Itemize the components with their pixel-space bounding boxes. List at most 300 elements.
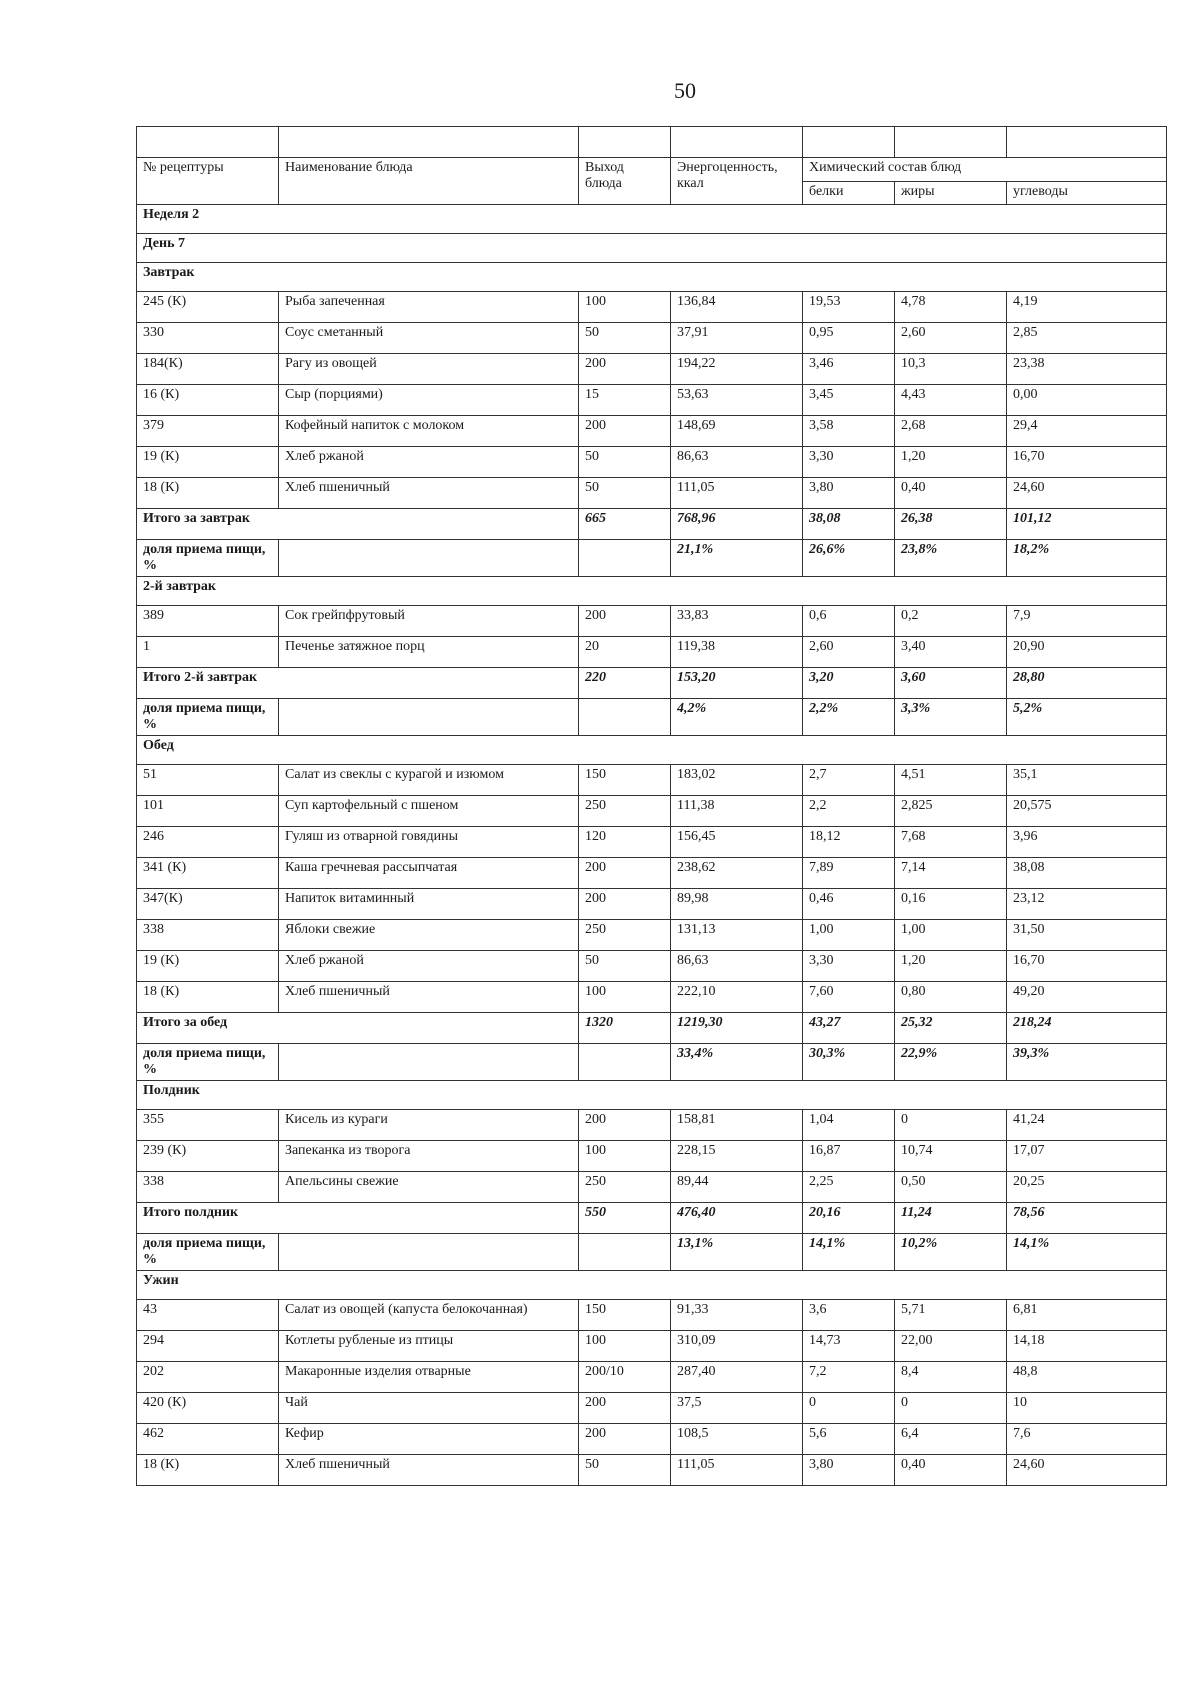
dish-name-cell: Соус сметанный [279,323,579,354]
proteins-cell: 0,46 [803,889,895,920]
fats-cell: 25,32 [895,1013,1007,1044]
meal-share-label: доля приема пищи, % [137,540,279,577]
carbs-cell: 48,8 [1007,1362,1167,1393]
header-recipe: № рецептуры [137,158,279,205]
energy-cell: 89,98 [671,889,803,920]
dish-name-cell: Рагу из овощей [279,354,579,385]
energy-cell: 91,33 [671,1300,803,1331]
proteins-cell: 16,87 [803,1141,895,1172]
recipe-number-cell: 239 (К) [137,1141,279,1172]
dish-name-cell: Напиток витаминный [279,889,579,920]
carbs-cell: 0,00 [1007,385,1167,416]
output-cell: 200 [579,1110,671,1141]
carbs-cell: 78,56 [1007,1203,1167,1234]
menu-table-body [137,127,1167,1486]
dish-name-cell: Кисель из кураги [279,1110,579,1141]
header-proteins: белки [803,181,895,205]
table-row [137,1455,1167,1486]
proteins-cell: 7,89 [803,858,895,889]
carbs-cell: 20,90 [1007,637,1167,668]
dish-name-cell: Каша гречневая рассыпчатая [279,858,579,889]
output-cell: 50 [579,951,671,982]
recipe-number-cell: 184(К) [137,354,279,385]
dish-name-cell: Макаронные изделия отварные [279,1362,579,1393]
fats-cell: 8,4 [895,1362,1007,1393]
energy-cell: 37,91 [671,323,803,354]
proteins-cell: 7,2 [803,1362,895,1393]
fats-cell: 0,50 [895,1172,1007,1203]
meal-share-row [137,699,1167,736]
cell [279,127,579,158]
meal-share-row [137,540,1167,577]
meal-share-row [137,1234,1167,1271]
proteins-cell: 18,12 [803,827,895,858]
energy-cell: 476,40 [671,1203,803,1234]
proteins-cell: 3,30 [803,447,895,478]
carbs-cell: 14,18 [1007,1331,1167,1362]
proteins-cell: 43,27 [803,1013,895,1044]
meal-total-row [137,668,1167,699]
carbs-cell: 101,12 [1007,509,1167,540]
dish-name-cell: Хлеб ржаной [279,951,579,982]
proteins-cell: 3,20 [803,668,895,699]
proteins-cell: 3,45 [803,385,895,416]
meal-section-title: Ужин [137,1271,1167,1300]
recipe-number-cell: 462 [137,1424,279,1455]
fats-cell: 1,20 [895,951,1007,982]
meal-section-title: Полдник [137,1081,1167,1110]
energy-cell: 53,63 [671,385,803,416]
output-cell: 200 [579,1424,671,1455]
table-row [137,1172,1167,1203]
proteins-cell: 26,6% [803,540,895,577]
fats-cell: 23,8% [895,540,1007,577]
meal-total-row [137,1013,1167,1044]
recipe-number-cell: 338 [137,1172,279,1203]
header-dish: Наименование блюда [279,158,579,205]
proteins-cell: 0 [803,1393,895,1424]
recipe-number-cell: 330 [137,323,279,354]
carbs-cell: 28,80 [1007,668,1167,699]
carbs-cell: 20,25 [1007,1172,1167,1203]
output-cell: 200 [579,354,671,385]
carbs-cell: 39,3% [1007,1044,1167,1081]
empty-cell [279,1044,579,1081]
carbs-cell: 7,6 [1007,1424,1167,1455]
proteins-cell: 1,00 [803,920,895,951]
output-cell: 50 [579,447,671,478]
output-cell: 250 [579,1172,671,1203]
empty-cell [579,699,671,736]
energy-cell: 768,96 [671,509,803,540]
fats-cell: 1,20 [895,447,1007,478]
meal-section-title: 2-й завтрак [137,577,1167,606]
meal-share-label: доля приема пищи, % [137,1044,279,1081]
fats-cell: 7,14 [895,858,1007,889]
carbs-cell: 2,85 [1007,323,1167,354]
dish-name-cell: Чай [279,1393,579,1424]
fats-cell: 22,00 [895,1331,1007,1362]
empty-cell [579,1234,671,1271]
table-row [137,292,1167,323]
dish-name-cell: Суп картофельный с пшеном [279,796,579,827]
output-cell: 200/10 [579,1362,671,1393]
dish-name-cell: Салат из овощей (капуста белокочанная) [279,1300,579,1331]
dish-name-cell: Запеканка из творога [279,1141,579,1172]
carbs-cell: 20,575 [1007,796,1167,827]
energy-cell: 86,63 [671,447,803,478]
cell [137,127,279,158]
recipe-number-cell: 18 (К) [137,1455,279,1486]
menu-table [136,126,1167,1486]
table-row [137,858,1167,889]
output-cell: 100 [579,982,671,1013]
meal-section-title: Обед [137,736,1167,765]
recipe-number-cell: 202 [137,1362,279,1393]
dish-name-cell: Кофейный напиток с молоком [279,416,579,447]
carbs-cell: 29,4 [1007,416,1167,447]
table-row [137,951,1167,982]
page-number: 50 [674,78,696,103]
proteins-cell: 2,60 [803,637,895,668]
output-cell: 665 [579,509,671,540]
recipe-number-cell: 420 (К) [137,1393,279,1424]
header-output: Выход блюда [579,158,671,205]
energy-cell: 238,62 [671,858,803,889]
proteins-cell: 14,73 [803,1331,895,1362]
carbs-cell: 218,24 [1007,1013,1167,1044]
week-label: Неделя 2 [137,205,1167,234]
carbs-cell: 41,24 [1007,1110,1167,1141]
fats-cell: 3,40 [895,637,1007,668]
energy-cell: 1219,30 [671,1013,803,1044]
recipe-number-cell: 51 [137,765,279,796]
energy-cell: 183,02 [671,765,803,796]
header-spacer-row [137,127,1167,158]
recipe-number-cell: 338 [137,920,279,951]
fats-cell: 2,68 [895,416,1007,447]
meal-total-row [137,509,1167,540]
proteins-cell: 19,53 [803,292,895,323]
energy-cell: 13,1% [671,1234,803,1271]
dish-name-cell: Хлеб пшеничный [279,1455,579,1486]
recipe-number-cell: 19 (К) [137,447,279,478]
energy-cell: 21,1% [671,540,803,577]
carbs-cell: 4,19 [1007,292,1167,323]
carbs-cell: 14,1% [1007,1234,1167,1271]
dish-name-cell: Сок грейпфрутовый [279,606,579,637]
cell [803,127,895,158]
fats-cell: 4,78 [895,292,1007,323]
proteins-cell: 2,25 [803,1172,895,1203]
meal-section-row [137,1081,1167,1110]
output-cell: 100 [579,1141,671,1172]
fats-cell: 10,2% [895,1234,1007,1271]
carbs-cell: 5,2% [1007,699,1167,736]
carbs-cell: 38,08 [1007,858,1167,889]
dish-name-cell: Салат из свеклы с курагой и изюмом [279,765,579,796]
proteins-cell: 3,58 [803,416,895,447]
table-row [137,478,1167,509]
meal-share-label: доля приема пищи, % [137,699,279,736]
proteins-cell: 5,6 [803,1424,895,1455]
energy-cell: 136,84 [671,292,803,323]
empty-cell [279,540,579,577]
day-row [137,234,1167,263]
table-row [137,920,1167,951]
carbs-cell: 23,38 [1007,354,1167,385]
dish-name-cell: Апельсины свежие [279,1172,579,1203]
fats-cell: 10,74 [895,1141,1007,1172]
proteins-cell: 0,6 [803,606,895,637]
meal-section-title: Завтрак [137,263,1167,292]
recipe-number-cell: 355 [137,1110,279,1141]
proteins-cell: 3,6 [803,1300,895,1331]
recipe-number-cell: 294 [137,1331,279,1362]
fats-cell: 4,51 [895,765,1007,796]
proteins-cell: 14,1% [803,1234,895,1271]
energy-cell: 228,15 [671,1141,803,1172]
energy-cell: 222,10 [671,982,803,1013]
week-row [137,205,1167,234]
header-fats: жиры [895,181,1007,205]
table-row [137,1110,1167,1141]
energy-cell: 33,4% [671,1044,803,1081]
proteins-cell: 3,80 [803,1455,895,1486]
empty-cell [579,540,671,577]
output-cell: 200 [579,858,671,889]
meal-section-row [137,736,1167,765]
output-cell: 1320 [579,1013,671,1044]
carbs-cell: 24,60 [1007,1455,1167,1486]
carbs-cell: 18,2% [1007,540,1167,577]
table-row [137,982,1167,1013]
carbs-cell: 49,20 [1007,982,1167,1013]
output-cell: 200 [579,606,671,637]
table-row [137,385,1167,416]
energy-cell: 108,5 [671,1424,803,1455]
output-cell: 100 [579,292,671,323]
dish-name-cell: Рыба запеченная [279,292,579,323]
recipe-number-cell: 1 [137,637,279,668]
proteins-cell: 3,46 [803,354,895,385]
header-chem: Химический состав блюд [803,158,1167,182]
energy-cell: 287,40 [671,1362,803,1393]
recipe-number-cell: 389 [137,606,279,637]
output-cell: 200 [579,889,671,920]
recipe-number-cell: 246 [137,827,279,858]
energy-cell: 310,09 [671,1331,803,1362]
output-cell: 250 [579,920,671,951]
fats-cell: 4,43 [895,385,1007,416]
recipe-number-cell: 18 (К) [137,478,279,509]
energy-cell: 156,45 [671,827,803,858]
energy-cell: 194,22 [671,354,803,385]
table-row [137,447,1167,478]
carbs-cell: 10 [1007,1393,1167,1424]
cell [579,127,671,158]
recipe-number-cell: 43 [137,1300,279,1331]
output-cell: 100 [579,1331,671,1362]
meal-section-row [137,263,1167,292]
dish-name-cell: Котлеты рубленые из птицы [279,1331,579,1362]
meal-total-label: Итого за обед [137,1013,579,1044]
output-cell: 200 [579,1393,671,1424]
empty-cell [579,1044,671,1081]
fats-cell: 22,9% [895,1044,1007,1081]
table-row [137,606,1167,637]
output-cell: 120 [579,827,671,858]
table-row [137,765,1167,796]
output-cell: 50 [579,478,671,509]
table-row [137,796,1167,827]
energy-cell: 89,44 [671,1172,803,1203]
recipe-number-cell: 16 (К) [137,385,279,416]
dish-name-cell: Яблоки свежие [279,920,579,951]
table-row [137,889,1167,920]
proteins-cell: 1,04 [803,1110,895,1141]
fats-cell: 0,40 [895,1455,1007,1486]
meal-total-row [137,1203,1167,1234]
output-cell: 220 [579,668,671,699]
recipe-number-cell: 101 [137,796,279,827]
recipe-number-cell: 18 (К) [137,982,279,1013]
cell [1007,127,1167,158]
table-row [137,637,1167,668]
proteins-cell: 20,16 [803,1203,895,1234]
meal-total-label: Итого полдник [137,1203,579,1234]
fats-cell: 0,80 [895,982,1007,1013]
table-row [137,1300,1167,1331]
output-cell: 20 [579,637,671,668]
fats-cell: 10,3 [895,354,1007,385]
carbs-cell: 17,07 [1007,1141,1167,1172]
fats-cell: 2,60 [895,323,1007,354]
energy-cell: 148,69 [671,416,803,447]
empty-cell [279,699,579,736]
output-cell: 50 [579,323,671,354]
fats-cell: 5,71 [895,1300,1007,1331]
table-row [137,323,1167,354]
energy-cell: 4,2% [671,699,803,736]
table-row [137,1362,1167,1393]
output-cell: 200 [579,416,671,447]
fats-cell: 1,00 [895,920,1007,951]
dish-name-cell: Кефир [279,1424,579,1455]
header-row [137,158,1167,182]
meal-section-row [137,577,1167,606]
fats-cell: 0,2 [895,606,1007,637]
energy-cell: 33,83 [671,606,803,637]
proteins-cell: 7,60 [803,982,895,1013]
proteins-cell: 3,30 [803,951,895,982]
carbs-cell: 31,50 [1007,920,1167,951]
energy-cell: 111,38 [671,796,803,827]
dish-name-cell: Хлеб пшеничный [279,478,579,509]
dish-name-cell: Гуляш из отварной говядины [279,827,579,858]
energy-cell: 119,38 [671,637,803,668]
cell [671,127,803,158]
recipe-number-cell: 19 (К) [137,951,279,982]
meal-section-row [137,1271,1167,1300]
fats-cell: 3,3% [895,699,1007,736]
carbs-cell: 7,9 [1007,606,1167,637]
energy-cell: 131,13 [671,920,803,951]
proteins-cell: 3,80 [803,478,895,509]
table-row [137,1331,1167,1362]
table-row [137,827,1167,858]
cell [895,127,1007,158]
recipe-number-cell: 245 (К) [137,292,279,323]
output-cell: 150 [579,765,671,796]
table-row [137,354,1167,385]
energy-cell: 111,05 [671,478,803,509]
dish-name-cell: Сыр (порциями) [279,385,579,416]
fats-cell: 2,825 [895,796,1007,827]
proteins-cell: 0,95 [803,323,895,354]
meal-share-row [137,1044,1167,1081]
fats-cell: 6,4 [895,1424,1007,1455]
output-cell: 550 [579,1203,671,1234]
carbs-cell: 16,70 [1007,447,1167,478]
table-row [137,1393,1167,1424]
recipe-number-cell: 347(К) [137,889,279,920]
carbs-cell: 23,12 [1007,889,1167,920]
energy-cell: 111,05 [671,1455,803,1486]
output-cell: 150 [579,1300,671,1331]
table-row [137,1424,1167,1455]
meal-total-label: Итого 2-й завтрак [137,668,579,699]
output-cell: 50 [579,1455,671,1486]
proteins-cell: 2,7 [803,765,895,796]
dish-name-cell: Печенье затяжное порц [279,637,579,668]
output-cell: 15 [579,385,671,416]
proteins-cell: 38,08 [803,509,895,540]
energy-cell: 153,20 [671,668,803,699]
table-row [137,416,1167,447]
proteins-cell: 2,2% [803,699,895,736]
recipe-number-cell: 341 (К) [137,858,279,889]
fats-cell: 26,38 [895,509,1007,540]
empty-cell [279,1234,579,1271]
table-row [137,1141,1167,1172]
proteins-cell: 2,2 [803,796,895,827]
carbs-cell: 35,1 [1007,765,1167,796]
energy-cell: 158,81 [671,1110,803,1141]
meal-share-label: доля приема пищи, % [137,1234,279,1271]
header-energy: Энергоценность, ккал [671,158,803,205]
proteins-cell: 30,3% [803,1044,895,1081]
fats-cell: 0 [895,1393,1007,1424]
energy-cell: 86,63 [671,951,803,982]
fats-cell: 0,40 [895,478,1007,509]
dish-name-cell: Хлеб ржаной [279,447,579,478]
meal-total-label: Итого за завтрак [137,509,579,540]
dish-name-cell: Хлеб пшеничный [279,982,579,1013]
carbs-cell: 6,81 [1007,1300,1167,1331]
carbs-cell: 24,60 [1007,478,1167,509]
energy-cell: 37,5 [671,1393,803,1424]
header-carbs: углеводы [1007,181,1167,205]
fats-cell: 3,60 [895,668,1007,699]
recipe-number-cell: 379 [137,416,279,447]
carbs-cell: 3,96 [1007,827,1167,858]
fats-cell: 0,16 [895,889,1007,920]
day-label: День 7 [137,234,1167,263]
carbs-cell: 16,70 [1007,951,1167,982]
fats-cell: 11,24 [895,1203,1007,1234]
fats-cell: 7,68 [895,827,1007,858]
